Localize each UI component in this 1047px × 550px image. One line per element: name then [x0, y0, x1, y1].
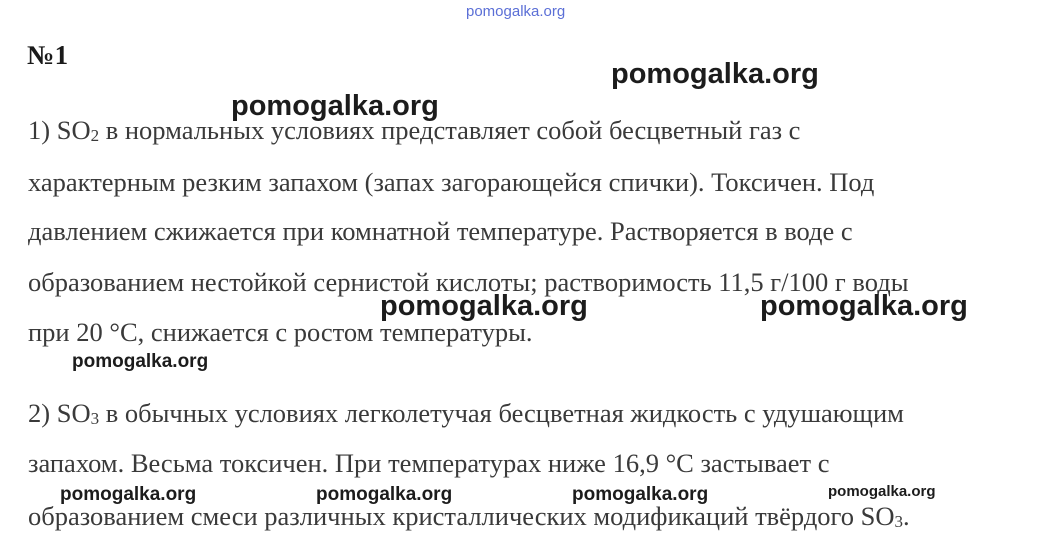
- text-fragment: 1) SO: [28, 115, 91, 145]
- paragraph-2-line-1: [28, 397, 904, 429]
- paragraph-1-line-5: при 20 °С, снижается с ростом температуры.: [28, 317, 533, 347]
- watermark: pomogalka.org: [760, 290, 968, 322]
- paragraph-1-line-4: образованием нестойкой сернистой кислоты; растворимость 11,5 г/100 г воды: [28, 267, 909, 297]
- task-number-heading: №1: [27, 40, 69, 70]
- watermark: pomogalka.org: [611, 58, 819, 90]
- watermark: pomogalka.org: [60, 484, 197, 505]
- subscript: 2: [90, 126, 100, 145]
- paragraph-1-line-3: давлением сжижается при комнатной температуре. Растворяется в воде с: [28, 216, 853, 246]
- text-fragment: в нормальных условиях представляет собой бесцветный газ с: [99, 115, 801, 145]
- site-link[interactable]: pomogalka.org: [466, 3, 566, 20]
- watermark: pomogalka.org: [572, 484, 709, 505]
- watermark: pomogalka.org: [231, 90, 439, 122]
- subscript: 3: [894, 512, 904, 531]
- paragraph-1-line-2: характерным резким запахом (запах загорающейся спички). Токсичен. Под: [28, 167, 875, 197]
- subscript: 3: [90, 409, 100, 428]
- paragraph-2-line-2: запахом. Весьма токсичен. При температурах ниже 16,9 °С застывает с: [28, 448, 830, 478]
- text-fragment: образованием смеси различных кристаллических модификаций твёрдого SO: [28, 501, 895, 531]
- watermark: pomogalka.org: [72, 351, 209, 372]
- text-fragment: 2) SO: [28, 398, 91, 428]
- text-fragment: в обычных условиях легколетучая бесцветная жидкость с удушающим: [99, 398, 904, 428]
- watermark: pomogalka.org: [828, 483, 936, 500]
- watermark: pomogalka.org: [380, 290, 588, 322]
- watermark: pomogalka.org: [316, 484, 453, 505]
- text-fragment: .: [903, 501, 910, 531]
